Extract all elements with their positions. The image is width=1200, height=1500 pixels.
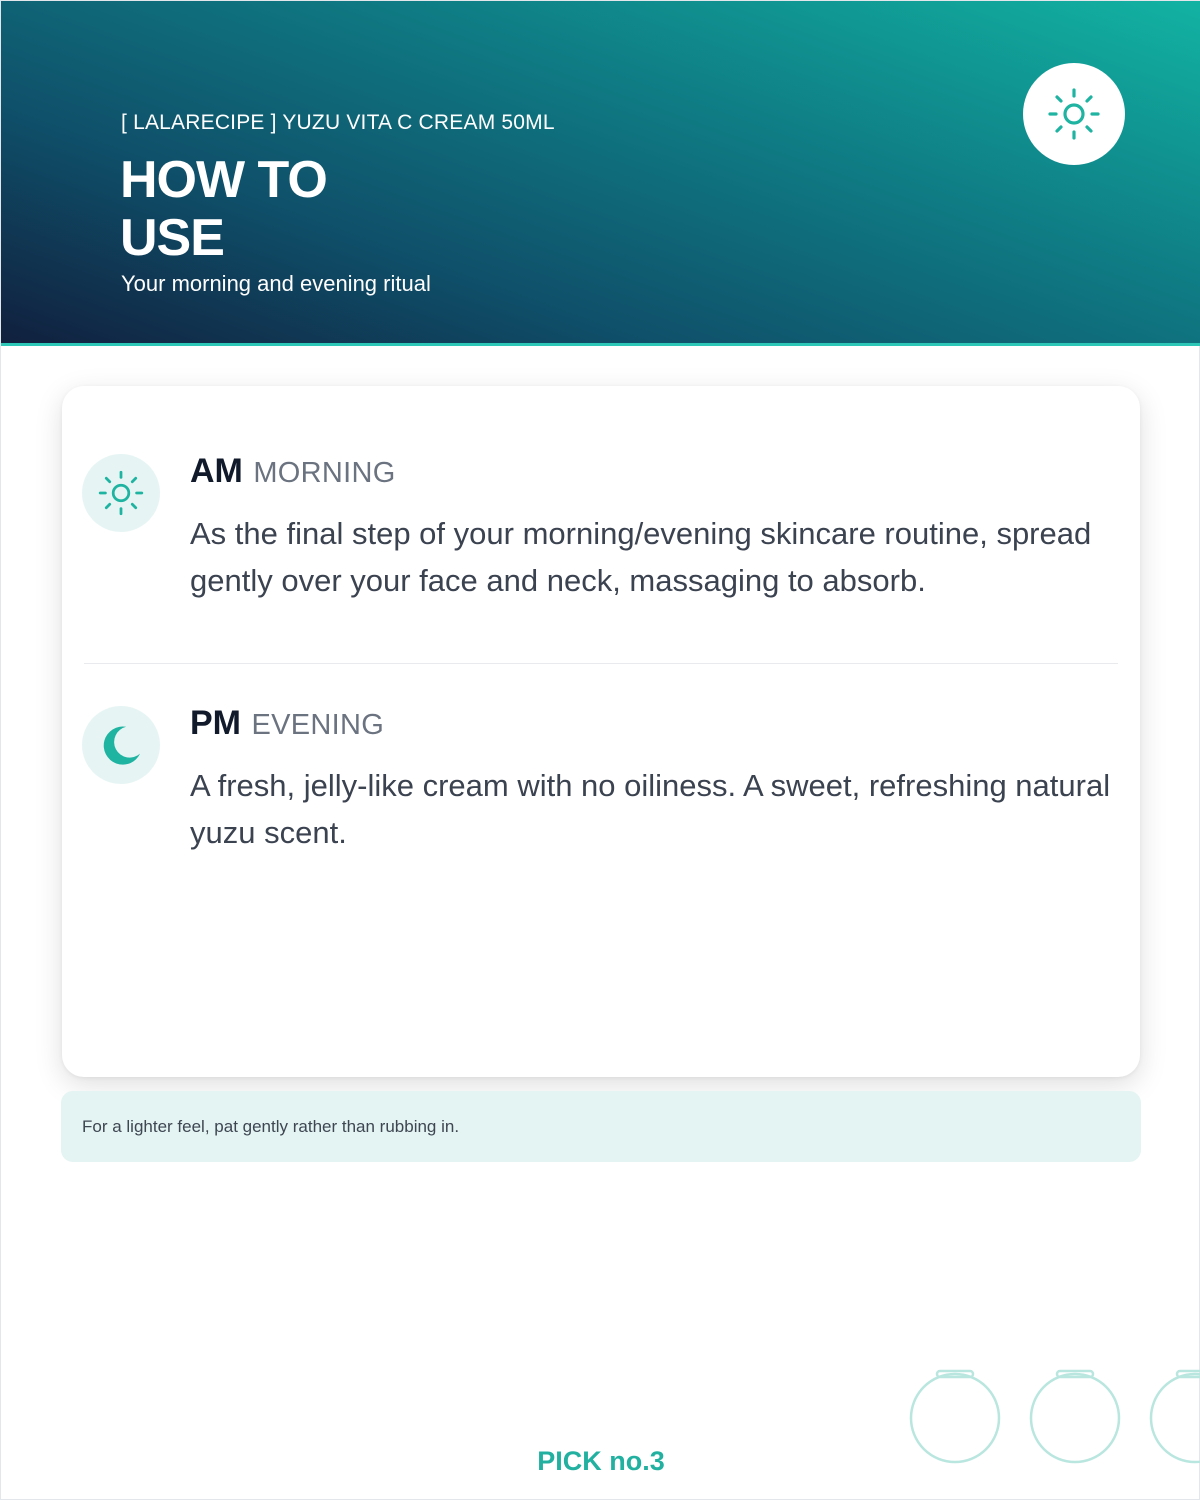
am-icon-circle: [82, 454, 160, 532]
am-sublabel: MORNING: [253, 457, 396, 489]
tip-box: [61, 1091, 1141, 1162]
pm-instructions: A fresh, jelly-like cream with no oiliness. A sweet, refreshing natural yuzu scent.: [190, 768, 1111, 850]
page-subtitle: Your morning and evening ritual: [121, 271, 431, 296]
sun-icon: [95, 467, 147, 519]
am-instructions: As the final step of your morning/evening skincare routine, spread gently over your face and neck, massaging to absorb.: [190, 516, 1092, 598]
header-banner: [1, 1, 1200, 346]
pick-number: PICK no.3: [537, 1446, 665, 1476]
tip-text: For a lighter feel, pat gently rather than rubbing in.: [82, 1117, 460, 1136]
pm-label: PM: [190, 704, 241, 742]
usage-card: [62, 386, 1140, 1077]
am-label: AM: [190, 452, 243, 490]
pm-sublabel: EVENING: [251, 709, 385, 741]
moon-icon: [95, 719, 147, 771]
page-title: [120, 151, 327, 267]
product-name: [ LALARECIPE ] YUZU VITA C CREAM 50ML: [121, 111, 555, 134]
sun-icon: [1044, 84, 1104, 144]
header-badge: [1023, 63, 1125, 165]
pm-icon-circle: [82, 706, 160, 784]
am-heading: [190, 452, 396, 491]
routine-divider: [84, 663, 1118, 664]
title-line-2: USE: [120, 209, 224, 267]
pm-heading: [190, 704, 384, 743]
title-line-1: HOW TO: [120, 151, 327, 209]
